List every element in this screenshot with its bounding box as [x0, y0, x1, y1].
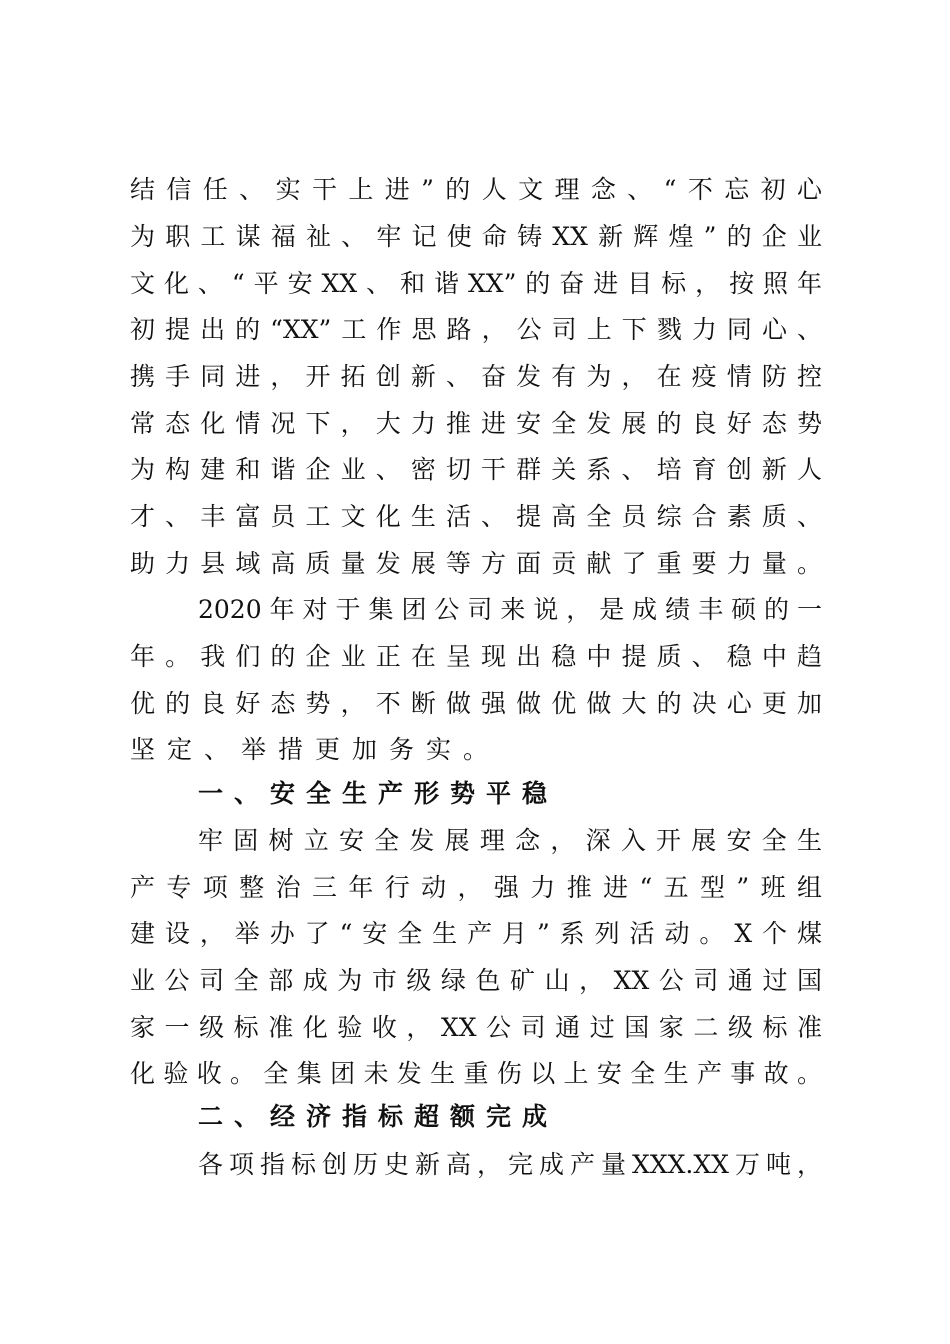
body-line: 优的良好态势，不断做强做优做大的决心更加 [130, 689, 822, 718]
body-line: 初提出的“XX”工作思路，公司上下戮力同心、 [130, 315, 822, 344]
body-line: 常态化情况下，大力推进安全发展的良好态势 [130, 409, 822, 438]
body-line: 携手同进，开拓创新、奋发有为，在疫情防控 [130, 362, 822, 391]
body-line: 文化、“平安XX、和谐XX”的奋进目标，按照年 [130, 269, 822, 298]
body-line: 业公司全部成为市级绿色矿山，XX公司通过国 [130, 966, 822, 995]
body-line: 才、丰富员工文化生活、提高全员综合素质、 [130, 502, 822, 531]
body-line: 为构建和谐企业、密切干群关系、培育创新人 [130, 455, 822, 484]
body-line: 2020年对于集团公司来说，是成绩丰硕的一 [198, 595, 822, 624]
section-heading-1: 一、安全生产形势平稳 [198, 779, 559, 808]
body-line: 家一级标准化验收，XX公司通过国家二级标准 [130, 1013, 822, 1042]
body-line: 助力县域高质量发展等方面贡献了重要力量。 [130, 549, 822, 578]
body-line: 各项指标创历史新高，完成产量XXX.XX万吨， [198, 1150, 822, 1179]
body-line: 结信任、实干上进”的人文理念、“不忘初心 [130, 175, 822, 204]
body-line: 牢固树立安全发展理念，深入开展安全生 [198, 826, 822, 855]
section-heading-2: 二、经济指标超额完成 [198, 1102, 559, 1131]
body-line: 产专项整治三年行动，强力推进“五型”班组 [130, 873, 822, 902]
body-line: 为职工谋福祉、牢记使命铸XX新辉煌”的企业 [130, 222, 822, 251]
body-line: 建设，举办了“安全生产月”系列活动。X个煤 [130, 919, 822, 948]
body-line: 化验收。全集团未发生重伤以上安全生产事故。 [130, 1059, 822, 1088]
body-line: 坚定、举措更加务实。 [130, 735, 501, 764]
body-line: 年。我们的企业正在呈现出稳中提质、稳中趋 [130, 642, 822, 671]
